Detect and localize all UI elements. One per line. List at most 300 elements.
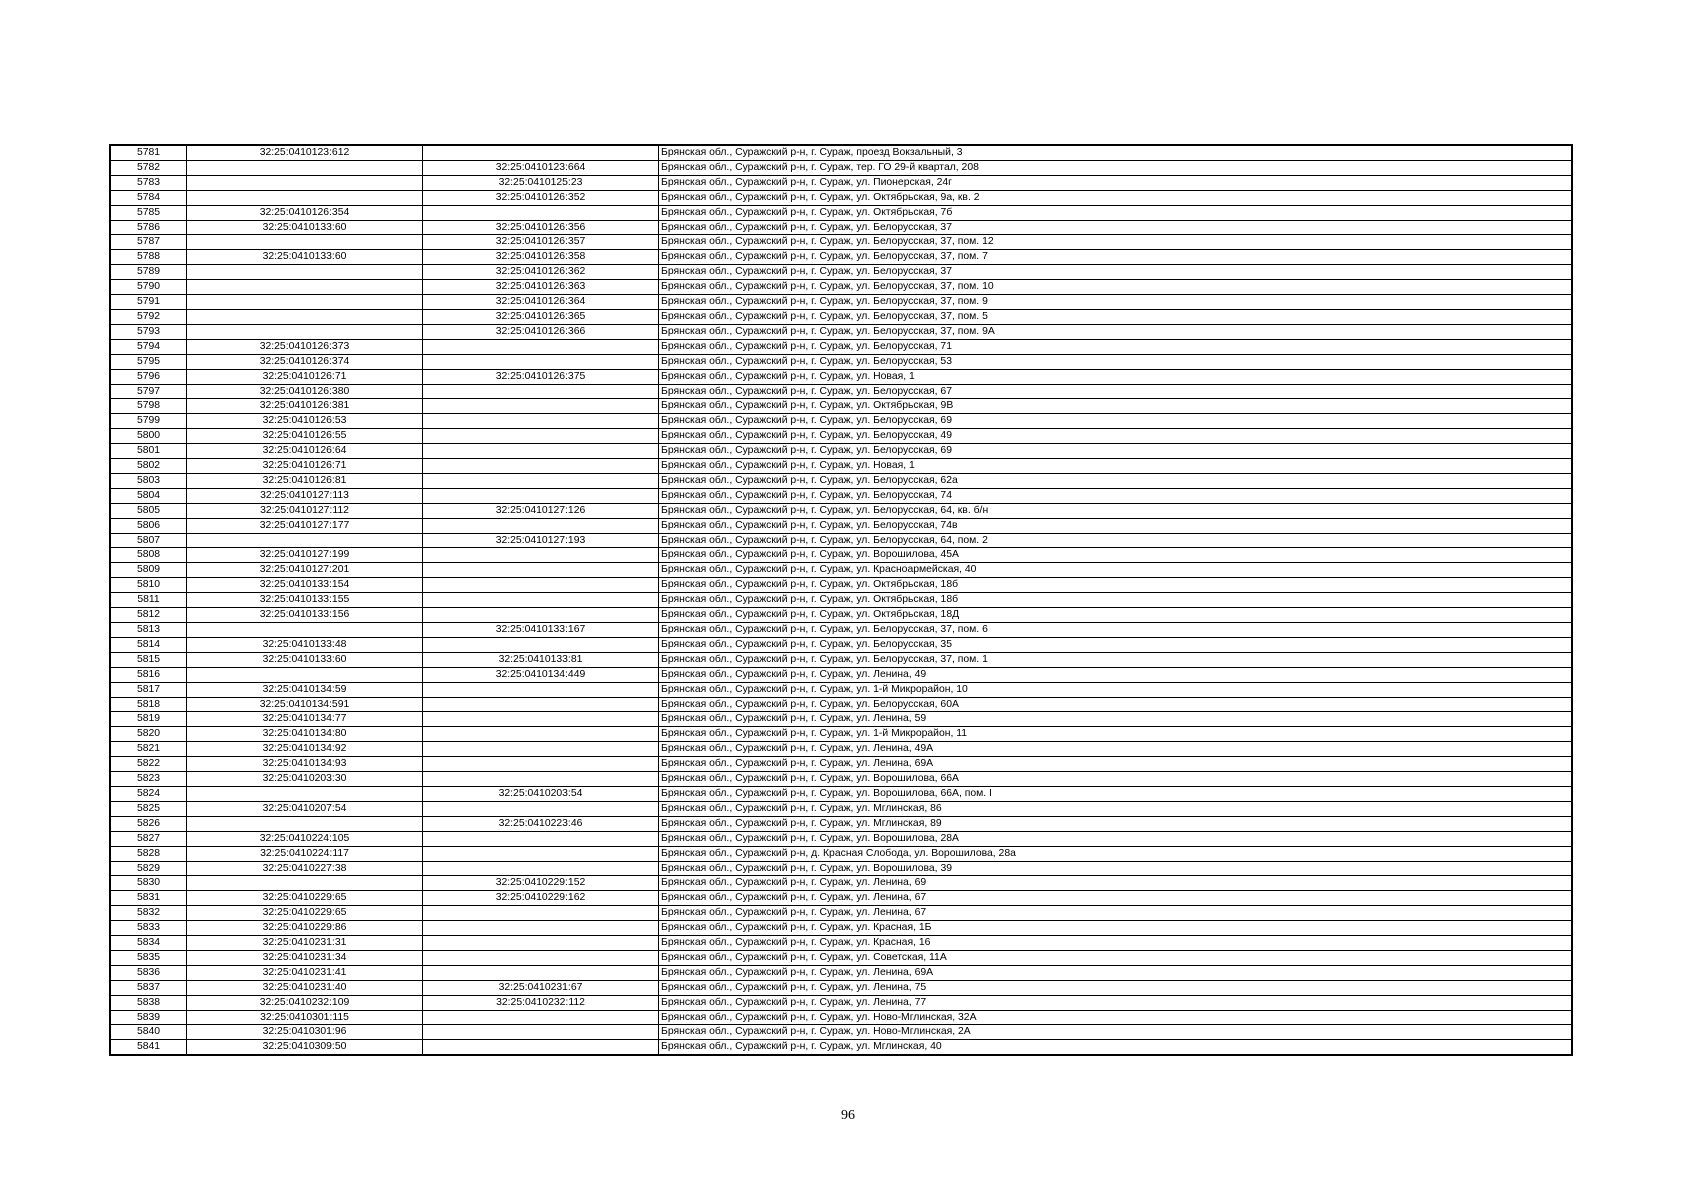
related-cadastral-number-cell [423, 1025, 659, 1040]
row-number-cell: 5809 [111, 563, 187, 578]
related-cadastral-number-cell: 32:25:0410126:364 [423, 295, 659, 310]
address-cell: Брянская обл., Суражский р-н, г. Сураж, ул. 1-й Микрорайон, 11 [659, 727, 1572, 742]
table-row [111, 682, 1571, 697]
related-cadastral-number-cell: 32:25:0410232:112 [423, 995, 659, 1010]
cadastral-number-cell: 32:25:0410126:380 [187, 384, 423, 399]
table-row [111, 816, 1571, 831]
table-row [111, 831, 1571, 846]
related-cadastral-number-cell: 32:25:0410126:366 [423, 324, 659, 339]
related-cadastral-number-cell [423, 205, 659, 220]
cadastral-number-cell: 32:25:0410229:65 [187, 906, 423, 921]
address-cell: Брянская обл., Суражский р-н, д. Красная Слобода, ул. Ворошилова, 28а [659, 846, 1572, 861]
address-cell: Брянская обл., Суражский р-н, г. Сураж, ул. Красноармейская, 40 [659, 563, 1572, 578]
related-cadastral-number-cell [423, 518, 659, 533]
address-cell: Брянская обл., Суражский р-н, г. Сураж, ул. Белорусская, 69 [659, 444, 1572, 459]
cadastral-number-cell: 32:25:0410127:201 [187, 563, 423, 578]
table-row [111, 503, 1571, 518]
table-body [111, 146, 1571, 1054]
related-cadastral-number-cell: 32:25:0410123:664 [423, 160, 659, 175]
table-row [111, 309, 1571, 324]
related-cadastral-number-cell: 32:25:0410126:362 [423, 265, 659, 280]
related-cadastral-number-cell [423, 801, 659, 816]
address-cell: Брянская обл., Суражский р-н, г. Сураж, ул. Белорусская, 37, пом. 1 [659, 652, 1572, 667]
row-number-cell: 5782 [111, 160, 187, 175]
related-cadastral-number-cell [423, 831, 659, 846]
address-cell: Брянская обл., Суражский р-н, г. Сураж, ул. Октябрьская, 9а, кв. 2 [659, 190, 1572, 205]
address-cell: Брянская обл., Суражский р-н, г. Сураж, ул. Белорусская, 64, кв. б/н [659, 503, 1572, 518]
table-row [111, 965, 1571, 980]
cadastral-number-cell: 32:25:0410133:60 [187, 250, 423, 265]
table-row [111, 488, 1571, 503]
related-cadastral-number-cell [423, 384, 659, 399]
cadastral-number-cell: 32:25:0410301:96 [187, 1025, 423, 1040]
row-number-cell: 5819 [111, 712, 187, 727]
row-number-cell: 5829 [111, 861, 187, 876]
row-number-cell: 5788 [111, 250, 187, 265]
row-number-cell: 5789 [111, 265, 187, 280]
cadastral-number-cell [187, 190, 423, 205]
row-number-cell: 5822 [111, 757, 187, 772]
related-cadastral-number-cell [423, 727, 659, 742]
table-row [111, 280, 1571, 295]
table-row [111, 801, 1571, 816]
table-row [111, 160, 1571, 175]
cadastral-number-cell: 32:25:0410126:71 [187, 369, 423, 384]
related-cadastral-number-cell [423, 1010, 659, 1025]
related-cadastral-number-cell [423, 637, 659, 652]
address-cell: Брянская обл., Суражский р-н, г. Сураж, ул. Мглинская, 86 [659, 801, 1572, 816]
address-cell: Брянская обл., Суражский р-н, г. Сураж, ул. Октябрьская, 18Д [659, 608, 1572, 623]
row-number-cell: 5787 [111, 235, 187, 250]
table-row [111, 1010, 1571, 1025]
address-cell: Брянская обл., Суражский р-н, г. Сураж, ул. Белорусская, 37, пом. 9 [659, 295, 1572, 310]
row-number-cell: 5817 [111, 682, 187, 697]
row-number-cell: 5811 [111, 593, 187, 608]
row-number-cell: 5823 [111, 772, 187, 787]
cadastral-number-cell: 32:25:0410133:48 [187, 637, 423, 652]
table-row [111, 473, 1571, 488]
table-row [111, 921, 1571, 936]
address-cell: Брянская обл., Суражский р-н, г. Сураж, ул. Белорусская, 69 [659, 414, 1572, 429]
cadastral-number-cell [187, 175, 423, 190]
related-cadastral-number-cell: 32:25:0410223:46 [423, 816, 659, 831]
related-cadastral-number-cell [423, 965, 659, 980]
related-cadastral-number-cell [423, 936, 659, 951]
row-number-cell: 5816 [111, 667, 187, 682]
related-cadastral-number-cell: 32:25:0410126:375 [423, 369, 659, 384]
table-row [111, 995, 1571, 1010]
cadastral-number-cell [187, 816, 423, 831]
address-cell: Брянская обл., Суражский р-н, г. Сураж, ул. Белорусская, 64, пом. 2 [659, 533, 1572, 548]
row-number-cell: 5799 [111, 414, 187, 429]
cadastral-number-cell: 32:25:0410224:117 [187, 846, 423, 861]
table-row [111, 742, 1571, 757]
cadastral-number-cell: 32:25:0410227:38 [187, 861, 423, 876]
related-cadastral-number-cell [423, 399, 659, 414]
row-number-cell: 5828 [111, 846, 187, 861]
address-cell: Брянская обл., Суражский р-н, г. Сураж, ул. Ворошилова, 66А [659, 772, 1572, 787]
row-number-cell: 5840 [111, 1025, 187, 1040]
related-cadastral-number-cell [423, 429, 659, 444]
address-cell: Брянская обл., Суражский р-н, г. Сураж, ул. Ленина, 75 [659, 980, 1572, 995]
table-row [111, 339, 1571, 354]
address-cell: Брянская обл., Суражский р-н, г. Сураж, ул. Ворошилова, 39 [659, 861, 1572, 876]
cadastral-number-cell: 32:25:0410134:92 [187, 742, 423, 757]
row-number-cell: 5821 [111, 742, 187, 757]
cadastral-number-cell [187, 533, 423, 548]
table-row [111, 265, 1571, 280]
cadastral-number-cell: 32:25:0410133:155 [187, 593, 423, 608]
address-cell: Брянская обл., Суражский р-н, г. Сураж, ул. Белорусская, 37 [659, 220, 1572, 235]
address-cell: Брянская обл., Суражский р-н, г. Сураж, ул. Белорусская, 37, пом. 9А [659, 324, 1572, 339]
row-number-cell: 5810 [111, 578, 187, 593]
related-cadastral-number-cell: 32:25:0410134:449 [423, 667, 659, 682]
row-number-cell: 5805 [111, 503, 187, 518]
table-row [111, 235, 1571, 250]
address-cell: Брянская обл., Суражский р-н, г. Сураж, ул. Мглинская, 40 [661, 1041, 942, 1053]
row-number-cell: 5807 [111, 533, 187, 548]
row-number-cell: 5802 [111, 459, 187, 474]
cadastral-number-cell: 32:25:0410126:64 [187, 444, 423, 459]
address-cell: Брянская обл., Суражский р-н, г. Сураж, ул. Белорусская, 37, пом. 10 [659, 280, 1572, 295]
address-cell: Брянская обл., Суражский р-н, г. Сураж, ул. Белорусская, 37, пом. 5 [659, 309, 1572, 324]
cadastral-number-cell: 32:25:0410126:354 [187, 205, 423, 220]
row-number-cell: 5790 [111, 280, 187, 295]
cadastral-number-cell: 32:25:0410126:373 [187, 339, 423, 354]
cadastral-number-cell: 32:25:0410231:31 [187, 936, 423, 951]
table-row [111, 1040, 1571, 1054]
related-cadastral-number-cell: 32:25:0410203:54 [423, 786, 659, 801]
row-number-cell: 5826 [111, 816, 187, 831]
row-number-cell: 5783 [111, 175, 187, 190]
related-cadastral-number-cell [423, 950, 659, 965]
address-cell: Брянская обл., Суражский р-н, г. Сураж, ул. Ленина, 49 [659, 667, 1572, 682]
related-cadastral-number-cell: 32:25:0410127:126 [423, 503, 659, 518]
row-number-cell: 5796 [111, 369, 187, 384]
cadastral-number-cell: 32:25:0410229:65 [187, 891, 423, 906]
row-number-cell: 5801 [111, 444, 187, 459]
cadastral-number-cell: 32:25:0410224:105 [187, 831, 423, 846]
related-cadastral-number-cell: 32:25:0410133:81 [423, 652, 659, 667]
row-number-cell: 5814 [111, 637, 187, 652]
row-number-cell: 5835 [111, 950, 187, 965]
table-row [111, 936, 1571, 951]
table-row [111, 906, 1571, 921]
row-number-cell: 5791 [111, 295, 187, 310]
cadastral-number-cell: 32:25:0410301:115 [187, 1010, 423, 1025]
related-cadastral-number-cell [423, 712, 659, 727]
address-cell: Брянская обл., Суражский р-н, г. Сураж, ул. Советская, 11А [659, 950, 1572, 965]
table-row [111, 518, 1571, 533]
table-row [111, 414, 1571, 429]
cadastral-number-cell: 32:25:0410231:41 [187, 965, 423, 980]
related-cadastral-number-cell [423, 742, 659, 757]
related-cadastral-number-cell [423, 921, 659, 936]
address-cell: Брянская обл., Суражский р-н, г. Сураж, ул. Ленина, 69А [659, 757, 1572, 772]
address-cell: Брянская обл., Суражский р-н, г. Сураж, ул. Белорусская, 37, пом. 6 [659, 623, 1572, 638]
cadastral-number-cell [187, 309, 423, 324]
related-cadastral-number-cell [423, 861, 659, 876]
cadastral-number-cell: 32:25:0410123:612 [187, 146, 423, 160]
address-cell: Брянская обл., Суражский р-н, г. Сураж, ул. Белорусская, 74 [659, 488, 1572, 503]
related-cadastral-number-cell [423, 593, 659, 608]
address-cell: Брянская обл., Суражский р-н, г. Сураж, ул. Пионерская, 24г [659, 175, 1572, 190]
cadastral-number-cell: 32:25:0410126:71 [187, 459, 423, 474]
cadastral-number-cell [187, 160, 423, 175]
related-cadastral-number-cell: 32:25:0410229:152 [423, 876, 659, 891]
row-number-cell: 5795 [111, 354, 187, 369]
related-cadastral-number-cell [423, 697, 659, 712]
table-row [111, 697, 1571, 712]
row-number-cell: 5813 [111, 623, 187, 638]
address-cell: Брянская обл., Суражский р-н, г. Сураж, ул. Ленина, 69А [659, 965, 1572, 980]
address-cell: Брянская обл., Суражский р-н, г. Сураж, ул. Ново-Мглинская, 32А [659, 1010, 1572, 1025]
table-row [111, 399, 1571, 414]
table-row [111, 623, 1571, 638]
cadastral-number-cell: 32:25:0410133:154 [187, 578, 423, 593]
related-cadastral-number-cell [423, 682, 659, 697]
table-row [111, 891, 1571, 906]
address-cell: Брянская обл., Суражский р-н, г. Сураж, ул. Ленина, 67 [659, 906, 1572, 921]
address-cell: Брянская обл., Суражский р-н, г. Сураж, ул. Октябрьская, 9В [659, 399, 1572, 414]
cadastral-number-cell: 32:25:0410309:50 [187, 1040, 423, 1054]
table-row [111, 786, 1571, 801]
related-cadastral-number-cell: 32:25:0410127:193 [423, 533, 659, 548]
address-cell: Брянская обл., Суражский р-н, г. Сураж, ул. Ленина, 77 [659, 995, 1572, 1010]
table-row [111, 757, 1571, 772]
related-cadastral-number-cell [423, 548, 659, 563]
related-cadastral-number-cell: 32:25:0410126:363 [423, 280, 659, 295]
related-cadastral-number-cell [423, 578, 659, 593]
table-row [111, 175, 1571, 190]
address-cell: Брянская обл., Суражский р-н, г. Сураж, ул. Белорусская, 67 [659, 384, 1572, 399]
table-row [111, 652, 1571, 667]
related-cadastral-number-cell [423, 563, 659, 578]
cadastral-number-cell [187, 235, 423, 250]
address-cell: Брянская обл., Суражский р-н, г. Сураж, ул. Белорусская, 60А [659, 697, 1572, 712]
address-cell: Брянская обл., Суражский р-н, г. Сураж, тер. ГО 29-й квартал, 208 [659, 160, 1572, 175]
row-number-cell: 5827 [111, 831, 187, 846]
address-cell: Брянская обл., Суражский р-н, г. Сураж, ул. Ворошилова, 45А [659, 548, 1572, 563]
cadastral-number-cell: 32:25:0410207:54 [187, 801, 423, 816]
row-number-cell: 5784 [111, 190, 187, 205]
related-cadastral-number-cell: 32:25:0410126:357 [423, 235, 659, 250]
table-row [111, 429, 1571, 444]
table-row [111, 861, 1571, 876]
address-cell: Брянская обл., Суражский р-н, г. Сураж, ул. Новая, 1 [659, 369, 1572, 384]
related-cadastral-number-cell: 32:25:0410126:352 [423, 190, 659, 205]
table-row [111, 444, 1571, 459]
table-row [111, 384, 1571, 399]
address-cell: Брянская обл., Суражский р-н, г. Сураж, ул. Белорусская, 71 [659, 339, 1572, 354]
cadastral-number-cell [187, 667, 423, 682]
address-cell: Брянская обл., Суражский р-н, г. Сураж, ул. Ворошилова, 28А [659, 831, 1572, 846]
related-cadastral-number-cell [423, 339, 659, 354]
address-cell: Брянская обл., Суражский р-н, г. Сураж, ул. Ново-Мглинская, 2А [659, 1025, 1572, 1040]
row-number-cell: 5832 [111, 906, 187, 921]
table-row [111, 459, 1571, 474]
row-number-cell: 5808 [111, 548, 187, 563]
row-number-cell: 5815 [111, 652, 187, 667]
address-cell: Брянская обл., Суражский р-н, г. Сураж, ул. Белорусская, 35 [659, 637, 1572, 652]
related-cadastral-number-cell [423, 608, 659, 623]
address-cell: Брянская обл., Суражский р-н, г. Сураж, ул. Белорусская, 37, пом. 12 [659, 235, 1572, 250]
row-number-cell: 5833 [111, 921, 187, 936]
row-number-cell: 5838 [111, 995, 187, 1010]
row-number-cell: 5834 [111, 936, 187, 951]
address-cell: Брянская обл., Суражский р-н, г. Сураж, ул. Белорусская, 53 [659, 354, 1572, 369]
related-cadastral-number-cell: 32:25:0410126:365 [423, 309, 659, 324]
table-row [111, 876, 1571, 891]
address-cell: Брянская обл., Суражский р-н, г. Сураж, ул. Ворошилова, 66А, пом. I [659, 786, 1572, 801]
cadastral-number-cell: 32:25:0410134:80 [187, 727, 423, 742]
row-number-cell: 5812 [111, 608, 187, 623]
row-number-cell: 5825 [111, 801, 187, 816]
cadastral-number-cell: 32:25:0410134:591 [187, 697, 423, 712]
document-table-frame [109, 144, 1573, 1056]
table-row [111, 712, 1571, 727]
cadastral-number-cell: 32:25:0410231:40 [187, 980, 423, 995]
cadastral-number-cell: 32:25:0410133:156 [187, 608, 423, 623]
table-row [111, 354, 1571, 369]
related-cadastral-number-cell [423, 1040, 659, 1054]
related-cadastral-number-cell [423, 146, 659, 160]
cadastral-number-cell: 32:25:0410126:53 [187, 414, 423, 429]
table-row [111, 980, 1571, 995]
related-cadastral-number-cell [423, 459, 659, 474]
related-cadastral-number-cell [423, 757, 659, 772]
cadastral-number-cell [187, 623, 423, 638]
table-row [111, 205, 1571, 220]
cadastral-number-cell [187, 876, 423, 891]
row-number-cell: 5781 [111, 146, 187, 160]
address-cell: Брянская обл., Суражский р-н, г. Сураж, ул. Ленина, 49А [659, 742, 1572, 757]
table-row [111, 950, 1571, 965]
address-cell: Брянская обл., Суражский р-н, г. Сураж, ул. 1-й Микрорайон, 10 [659, 682, 1572, 697]
cadastral-number-cell: 32:25:0410134:93 [187, 757, 423, 772]
address-cell: Брянская обл., Суражский р-н, г. Сураж, ул. Ленина, 59 [659, 712, 1572, 727]
cadastral-number-cell: 32:25:0410134:77 [187, 712, 423, 727]
related-cadastral-number-cell: 32:25:0410125:23 [423, 175, 659, 190]
related-cadastral-number-cell [423, 846, 659, 861]
cadastral-number-cell [187, 786, 423, 801]
related-cadastral-number-cell [423, 488, 659, 503]
row-number-cell: 5831 [111, 891, 187, 906]
related-cadastral-number-cell [423, 414, 659, 429]
table-row [111, 667, 1571, 682]
row-number-cell: 5793 [111, 324, 187, 339]
row-number-cell: 5794 [111, 339, 187, 354]
table-row [111, 727, 1571, 742]
row-number-cell: 5800 [111, 429, 187, 444]
cadastral-number-cell: 32:25:0410232:109 [187, 995, 423, 1010]
address-cell: Брянская обл., Суражский р-н, г. Сураж, ул. Ленина, 69 [659, 876, 1572, 891]
cadastral-number-cell: 32:25:0410133:60 [187, 652, 423, 667]
table-row [111, 220, 1571, 235]
address-cell: Брянская обл., Суражский р-н, г. Сураж, ул. Белорусская, 49 [659, 429, 1572, 444]
row-number-cell: 5785 [111, 205, 187, 220]
cadastral-number-cell [187, 265, 423, 280]
row-number-cell: 5804 [111, 488, 187, 503]
table-row [111, 593, 1571, 608]
row-number-cell: 5841 [111, 1040, 187, 1054]
related-cadastral-number-cell [423, 354, 659, 369]
row-number-cell: 5839 [111, 1010, 187, 1025]
page-number: 96 [841, 1108, 855, 1123]
related-cadastral-number-cell [423, 906, 659, 921]
row-number-cell: 5798 [111, 399, 187, 414]
cadastral-number-cell: 32:25:0410127:112 [187, 503, 423, 518]
row-number-cell: 5803 [111, 473, 187, 488]
related-cadastral-number-cell: 32:25:0410126:356 [423, 220, 659, 235]
row-number-cell: 5836 [111, 965, 187, 980]
cadastral-number-cell: 32:25:0410127:177 [187, 518, 423, 533]
cadastral-number-cell: 32:25:0410127:113 [187, 488, 423, 503]
table-row [111, 563, 1571, 578]
table-row [111, 1025, 1571, 1040]
cadastral-number-cell: 32:25:0410126:381 [187, 399, 423, 414]
row-number-cell: 5792 [111, 309, 187, 324]
row-number-cell: 5824 [111, 786, 187, 801]
address-cell: Брянская обл., Суражский р-н, г. Сураж, ул. Мглинская, 89 [659, 816, 1572, 831]
row-number-cell: 5820 [111, 727, 187, 742]
related-cadastral-number-cell: 32:25:0410133:167 [423, 623, 659, 638]
related-cadastral-number-cell [423, 473, 659, 488]
address-cell: Брянская обл., Суражский р-н, г. Сураж, ул. Новая, 1 [659, 459, 1572, 474]
row-number-cell: 5786 [111, 220, 187, 235]
cadastral-number-cell: 32:25:0410127:199 [187, 548, 423, 563]
table-row [111, 146, 1571, 160]
address-cell: Брянская обл., Суражский р-н, г. Сураж, ул. Красная, 16 [659, 936, 1572, 951]
table-row [111, 295, 1571, 310]
related-cadastral-number-cell [423, 444, 659, 459]
cadastral-number-cell: 32:25:0410126:81 [187, 473, 423, 488]
row-number-cell: 5818 [111, 697, 187, 712]
cadastral-number-cell [187, 324, 423, 339]
table-row [111, 846, 1571, 861]
cadastral-number-cell: 32:25:0410126:374 [187, 354, 423, 369]
address-cell: Брянская обл., Суражский р-н, г. Сураж, ул. Красная, 1Б [659, 921, 1572, 936]
row-number-cell: 5837 [111, 980, 187, 995]
table-row [111, 772, 1571, 787]
registry-table [111, 146, 1571, 1054]
cadastral-number-cell: 32:25:0410126:55 [187, 429, 423, 444]
cadastral-number-cell: 32:25:0410231:34 [187, 950, 423, 965]
address-cell: Брянская обл., Суражский р-н, г. Сураж, ул. Белорусская, 62а [659, 473, 1572, 488]
cadastral-number-cell: 32:25:0410203:30 [187, 772, 423, 787]
table-row [111, 533, 1571, 548]
table-row [111, 608, 1571, 623]
related-cadastral-number-cell: 32:25:0410231:67 [423, 980, 659, 995]
address-cell: Брянская обл., Суражский р-н, г. Сураж, проезд Вокзальный, 3 [659, 146, 1572, 160]
address-cell: Брянская обл., Суражский р-н, г. Сураж, ул. Белорусская, 74в [659, 518, 1572, 533]
cadastral-number-cell: 32:25:0410133:60 [187, 220, 423, 235]
row-number-cell: 5806 [111, 518, 187, 533]
related-cadastral-number-cell [423, 772, 659, 787]
address-cell: Брянская обл., Суражский р-н, г. Сураж, ул. Белорусская, 37 [659, 265, 1572, 280]
address-cell: Брянская обл., Суражский р-н, г. Сураж, ул. Ленина, 67 [659, 891, 1572, 906]
cadastral-number-cell: 32:25:0410229:86 [187, 921, 423, 936]
table-row [111, 250, 1571, 265]
cadastral-number-cell: 32:25:0410134:59 [187, 682, 423, 697]
table-row [111, 578, 1571, 593]
address-cell: Брянская обл., Суражский р-н, г. Сураж, ул. Октябрьская, 18б [659, 578, 1572, 593]
related-cadastral-number-cell: 32:25:0410126:358 [423, 250, 659, 265]
table-row [111, 190, 1571, 205]
address-cell: Брянская обл., Суражский р-н, г. Сураж, ул. Октябрьская, 7б [659, 205, 1572, 220]
address-cell: Брянская обл., Суражский р-н, г. Сураж, ул. Октябрьская, 18б [659, 593, 1572, 608]
related-cadastral-number-cell: 32:25:0410229:162 [423, 891, 659, 906]
